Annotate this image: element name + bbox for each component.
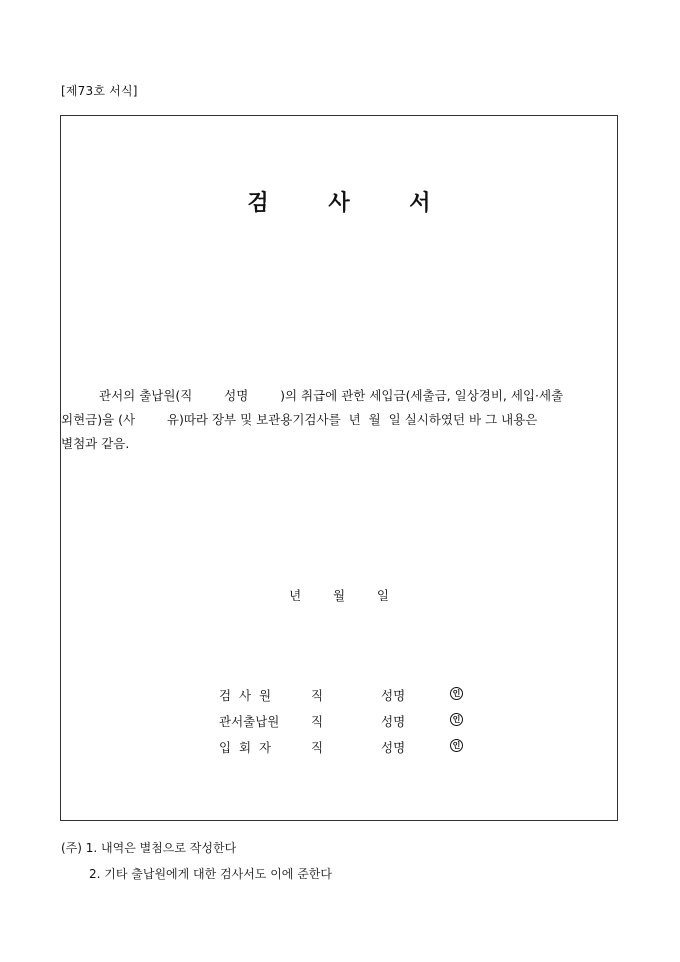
signature-row-inspector xyxy=(61,686,617,706)
signature-name-label: 성명 xyxy=(381,688,406,703)
signature-name-label: 성명 xyxy=(381,714,406,729)
seal-icon: 인 xyxy=(450,687,463,700)
signature-row-witness xyxy=(61,738,617,758)
title-char-3: 서 xyxy=(409,191,431,216)
signature-name-label: 성명 xyxy=(381,740,406,755)
seal-icon: 인 xyxy=(450,713,463,726)
signature-role: 입 회 자 xyxy=(219,740,272,755)
signature-role: 검 사 원 xyxy=(219,688,272,703)
signature-position: 직 xyxy=(310,740,324,755)
body-line-2: 외현금)을 (사 유)따라 장부 및 보관용기검사를 년 월 일 실시하였던 바 그 내용은 xyxy=(61,412,538,427)
body-line-1: 관서의 출납원(직 성명 )의 취급에 관한 세입금(세출금, 일상경비, 세입·세출 xyxy=(99,388,564,403)
signature-row-cashier xyxy=(61,712,617,732)
signature-position: 직 xyxy=(310,688,324,703)
inspection-form xyxy=(60,115,618,821)
document-title xyxy=(61,186,617,217)
seal-icon: 인 xyxy=(450,739,463,752)
note-2: 2. 기타 출납원에게 대한 검사서도 이에 준한다 xyxy=(89,867,332,881)
signature-position: 직 xyxy=(310,714,324,729)
title-char-1: 검 xyxy=(247,191,269,216)
title-char-2: 사 xyxy=(328,191,350,216)
form-number: [제73호 서식] xyxy=(61,84,138,98)
body-line-3: 별첨과 같음. xyxy=(61,436,130,451)
note-1: (주) 1. 내역은 별첨으로 작성한다 xyxy=(61,841,237,855)
body-paragraph xyxy=(61,384,617,456)
date-line: 년 월 일 xyxy=(289,588,389,603)
signature-role: 관서출납원 xyxy=(219,714,280,729)
